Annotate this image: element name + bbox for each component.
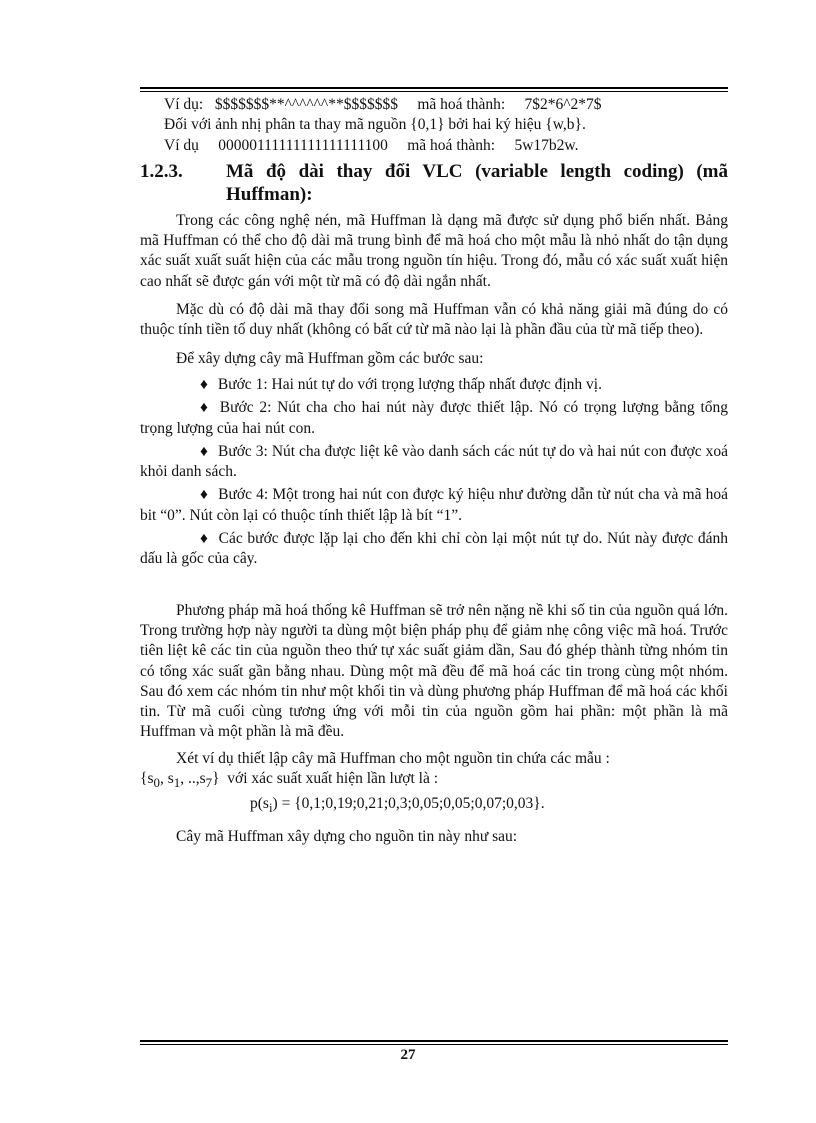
example-source: $$$$$$$**^^^^^^**$$$$$$$ bbox=[214, 96, 398, 113]
sample-set-line bbox=[140, 769, 728, 793]
step-text: Bước 3: Nút cha được liệt kê vào danh sách các nút tự do và hai nút con được xoá khỏi danh sách. bbox=[140, 442, 728, 481]
set-text: {s bbox=[140, 770, 154, 788]
example-arrow-text: mã hoá thành: bbox=[407, 136, 496, 154]
page-number: 27 bbox=[400, 1047, 416, 1063]
footer-rule bbox=[140, 1040, 728, 1042]
paragraph-statistical-coding: Phương pháp mã hoá thống kê Huffman sẽ trở nên nặng nề khi số tin của nguồn quá lớn. Trong trường hợp này người ta dùng một biện pháp phụ để giảm nhẹ công việc mã hoá. Trước tiên liệt kê các tin của nguồn theo thứ tự xác suất giảm dần, Sau đó ghép thành từng nhóm tin có tổng xác suất gần bằng nhau. Dùng một mã đều để mã hoá các tin trong cùng một nhóm. Sau đó xem các nhóm tin như một khối tin và dùng phương pháp Huffman để mã hoá các khối tin. Từ mã cuối cùng tương ứng với mỗi tin của nguồn gồm hai phần: một phần là mã Huffman và một phần là mã đều. bbox=[140, 601, 728, 741]
step-bullet bbox=[140, 375, 728, 395]
header-rule bbox=[140, 87, 728, 89]
set-subscript: 0 bbox=[153, 775, 160, 791]
example-result: 7$2*6^2*7$ bbox=[524, 96, 602, 113]
set-subscript: 7 bbox=[205, 775, 213, 791]
formula-text: ) = {0,1;0,19;0,21;0,3;0,05;0,05;0,07;0,03}. bbox=[272, 795, 545, 813]
step-text: Các bước được lặp lại cho đến khi chỉ còn lại một nút tự do. Nút này được đánh dấu là gốc của cây. bbox=[140, 530, 729, 568]
example-source: 00000111111111111111100 bbox=[218, 136, 388, 154]
step-bullet bbox=[140, 529, 728, 570]
paragraph-example-intro: Xét ví dụ thiết lập cây mã Huffman cho một nguồn tin chứa các mẫu : bbox=[176, 749, 610, 767]
diamond-bullet-icon: ♦ bbox=[200, 530, 208, 548]
paragraph-tree-intro: Cây mã Huffman xây dựng cho nguồn tin này như sau: bbox=[176, 827, 518, 845]
formula-subscript: i bbox=[268, 800, 273, 816]
example-label: Ví dụ: bbox=[164, 96, 204, 113]
set-subscript: 1 bbox=[173, 775, 181, 791]
step-bullet bbox=[140, 485, 728, 526]
header-rule-thin bbox=[140, 91, 728, 92]
set-text: , ..,s bbox=[180, 770, 206, 788]
example-arrow-text: mã hoá thành: bbox=[417, 96, 506, 113]
paragraph-steps-intro: Để xây dựng cây mã Huffman gồm các bước sau: bbox=[176, 349, 484, 367]
section-title: Mã độ dài thay đổi VLC (variable length coding) (mã Huffman): bbox=[226, 160, 728, 205]
spacer bbox=[140, 573, 728, 601]
example-label: Ví dụ bbox=[164, 136, 199, 154]
diamond-bullet-icon: ♦ bbox=[200, 486, 208, 504]
example-note: Đối với ảnh nhị phân ta thay mã nguồn {0,1} bởi hai ký hiệu {w,b}. bbox=[164, 116, 586, 134]
example-line-1 bbox=[140, 95, 728, 115]
page-content bbox=[140, 95, 728, 855]
section-number: 1.2.3. bbox=[140, 160, 183, 182]
step-text: Bước 1: Hai nút tự do với trọng lượng thấp nhất được định vị. bbox=[217, 375, 602, 393]
example-result: 5w17b2w. bbox=[514, 136, 579, 154]
set-text: , s bbox=[159, 770, 174, 788]
step-text: Bước 4: Một trong hai nút con được ký hiệu như đường dẫn từ nút cha và mã hoá bit “0”. Nút còn lại có thuộc tính thiết lập là bít “1”. bbox=[140, 486, 728, 524]
probability-formula bbox=[140, 794, 728, 818]
section-heading bbox=[140, 160, 728, 206]
set-text: với xác suất xuất hiện lần lượt là : bbox=[219, 770, 439, 788]
diamond-bullet-icon: ♦ bbox=[200, 375, 208, 393]
formula-text: p(s bbox=[250, 795, 269, 813]
step-bullet bbox=[140, 398, 728, 439]
diamond-bullet-icon: ♦ bbox=[200, 399, 208, 417]
set-text: } bbox=[212, 770, 220, 788]
example-line-2 bbox=[140, 115, 728, 135]
step-text: Bước 2: Nút cha cho hai nút này được thiết lập. Nó có trọng lượng bằng tổng trọng lượng của hai nút con. bbox=[140, 399, 728, 437]
example-line-3 bbox=[140, 136, 728, 156]
paragraph-intro: Trong các công nghệ nén, mã Huffman là dạng mã được sử dụng phổ biến nhất. Bảng mã Huffman có thể cho độ dài mã trung bình để mã hoá cho một mẫu là nhỏ nhất do tận dụng xác suất xuất suất hiện của các mẫu trong nguồn tín hiệu. Trong đó, mẫu có xác suất xuất hiện cao nhất sẽ được gán với một từ mã có độ dài ngắn nhất. bbox=[140, 211, 728, 290]
paragraph-prefix-property: Mặc dù có độ dài mã thay đổi song mã Huffman vẫn có khả năng giải mã đúng do có thuộc tính tiền tố duy nhất (không có bất cứ từ mã nào lại là phần đầu của từ mã tiếp theo). bbox=[140, 301, 728, 339]
diamond-bullet-icon: ♦ bbox=[200, 442, 208, 460]
footer-rule-thin bbox=[140, 1044, 728, 1045]
step-bullet bbox=[140, 442, 728, 483]
